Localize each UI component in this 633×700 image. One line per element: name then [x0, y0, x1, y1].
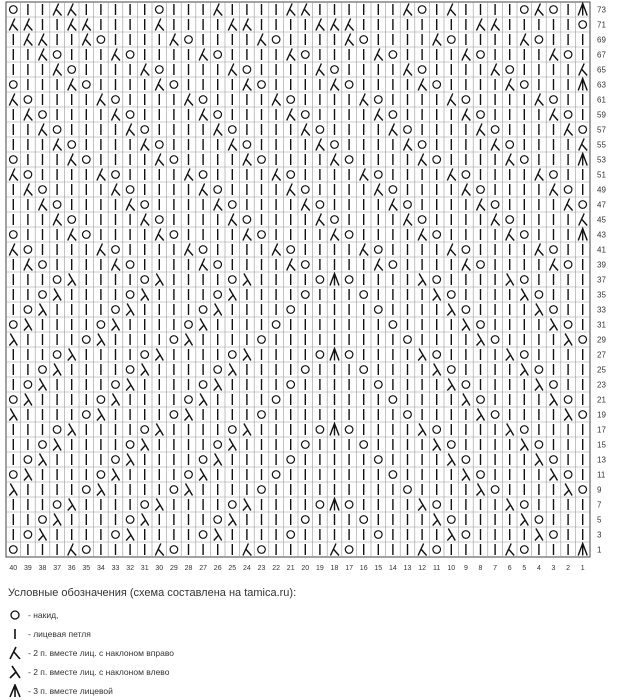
column-number: 30	[155, 565, 164, 572]
row-number: 43	[597, 230, 606, 240]
row-number: 47	[597, 200, 606, 210]
column-number: 22	[272, 565, 280, 572]
column-number: 26	[213, 565, 222, 572]
column-number: 20	[301, 565, 310, 572]
row-number: 49	[597, 185, 606, 195]
legend-item-k2tog-right	[8, 643, 608, 662]
row-number: 71	[597, 20, 606, 30]
row-number: 39	[597, 260, 606, 270]
row-number: 59	[597, 110, 606, 120]
column-number: 21	[286, 565, 295, 572]
row-number: 61	[597, 95, 606, 105]
column-number: 27	[199, 565, 207, 572]
legend-item-label: - лицевая петля	[28, 628, 91, 639]
row-number: 57	[597, 125, 606, 135]
k3tog-icon	[8, 684, 22, 698]
row-number: 11	[597, 470, 606, 480]
row-number: 27	[597, 350, 606, 360]
column-number: 36	[67, 565, 76, 572]
column-number: 4	[536, 565, 541, 572]
row-number: 65	[597, 65, 606, 75]
row-number: 23	[597, 380, 606, 390]
column-number: 14	[389, 565, 397, 572]
row-number: 45	[597, 215, 606, 225]
row-number: 19	[597, 410, 606, 420]
row-number: 35	[597, 290, 606, 300]
row-number: 17	[597, 425, 606, 435]
column-number: 38	[38, 565, 47, 572]
column-number: 33	[111, 565, 120, 572]
row-number: 1	[597, 545, 602, 555]
column-number: 32	[126, 565, 134, 572]
row-number: 41	[597, 245, 606, 255]
row-number: 9	[597, 485, 602, 495]
column-number: 8	[478, 565, 483, 572]
column-number: 28	[184, 565, 193, 572]
row-number: 33	[597, 305, 606, 315]
row-number: 5	[597, 515, 602, 525]
row-number: 31	[597, 320, 606, 330]
column-number: 25	[228, 565, 237, 572]
row-number: 37	[597, 275, 606, 285]
legend-title: Условные обозначения (схема составлена на tamica.ru):	[8, 587, 297, 599]
row-number: 51	[597, 170, 606, 180]
legend-item-label: - 2 п. вместе лиц. с наклоном вправо	[28, 647, 175, 658]
column-number: 6	[507, 565, 512, 572]
column-number: 35	[82, 565, 91, 572]
row-number: 7	[597, 500, 602, 510]
legend-item-k2tog-left	[8, 662, 608, 681]
row-number: 29	[597, 335, 606, 345]
column-number: 34	[97, 565, 105, 572]
row-number: 25	[597, 365, 606, 375]
row-number: 3	[597, 530, 602, 540]
row-number: 21	[597, 395, 606, 405]
column-number: 37	[53, 565, 61, 572]
column-number: 1	[580, 565, 585, 572]
row-number: 15	[597, 440, 606, 450]
column-number: 18	[330, 565, 339, 572]
k2tog-left-icon	[8, 665, 22, 679]
row-number: 69	[597, 35, 606, 45]
row-number: 13	[597, 455, 606, 465]
column-number: 29	[170, 565, 178, 572]
column-number: 7	[493, 565, 498, 572]
column-number: 12	[418, 565, 426, 572]
column-number: 5	[522, 565, 527, 572]
row-number: 55	[597, 140, 606, 150]
legend-item-knit	[8, 624, 608, 643]
column-number: 16	[359, 565, 368, 572]
column-number: 9	[463, 565, 468, 572]
legend-item-yarnover	[8, 605, 608, 624]
yarnover-icon	[8, 608, 22, 622]
column-number: 24	[243, 565, 251, 572]
column-number: 23	[257, 565, 266, 572]
column-number: 11	[433, 565, 441, 572]
legend	[8, 587, 608, 700]
k2tog-right-icon	[8, 646, 22, 660]
column-number: 19	[316, 565, 324, 572]
row-number: 63	[597, 80, 606, 90]
row-number: 67	[597, 50, 606, 60]
column-number: 15	[374, 565, 383, 572]
legend-item-label: - накид,	[28, 609, 59, 620]
legend-item-label: - 3 п. вместе лицевой	[28, 685, 113, 696]
row-number: 53	[597, 155, 606, 165]
column-number: 40	[9, 565, 18, 572]
column-number: 13	[403, 565, 412, 572]
column-number: 2	[566, 565, 571, 572]
column-number: 17	[345, 565, 353, 572]
legend-item-k3tog	[8, 681, 608, 700]
knit-icon	[8, 627, 22, 641]
column-number: 39	[24, 565, 32, 572]
column-number: 31	[140, 565, 149, 572]
row-number: 73	[597, 5, 606, 15]
column-number: 10	[447, 565, 456, 572]
legend-item-label: - 2 п. вместе лиц. с наклоном влево	[28, 666, 170, 677]
column-number: 3	[551, 565, 556, 572]
